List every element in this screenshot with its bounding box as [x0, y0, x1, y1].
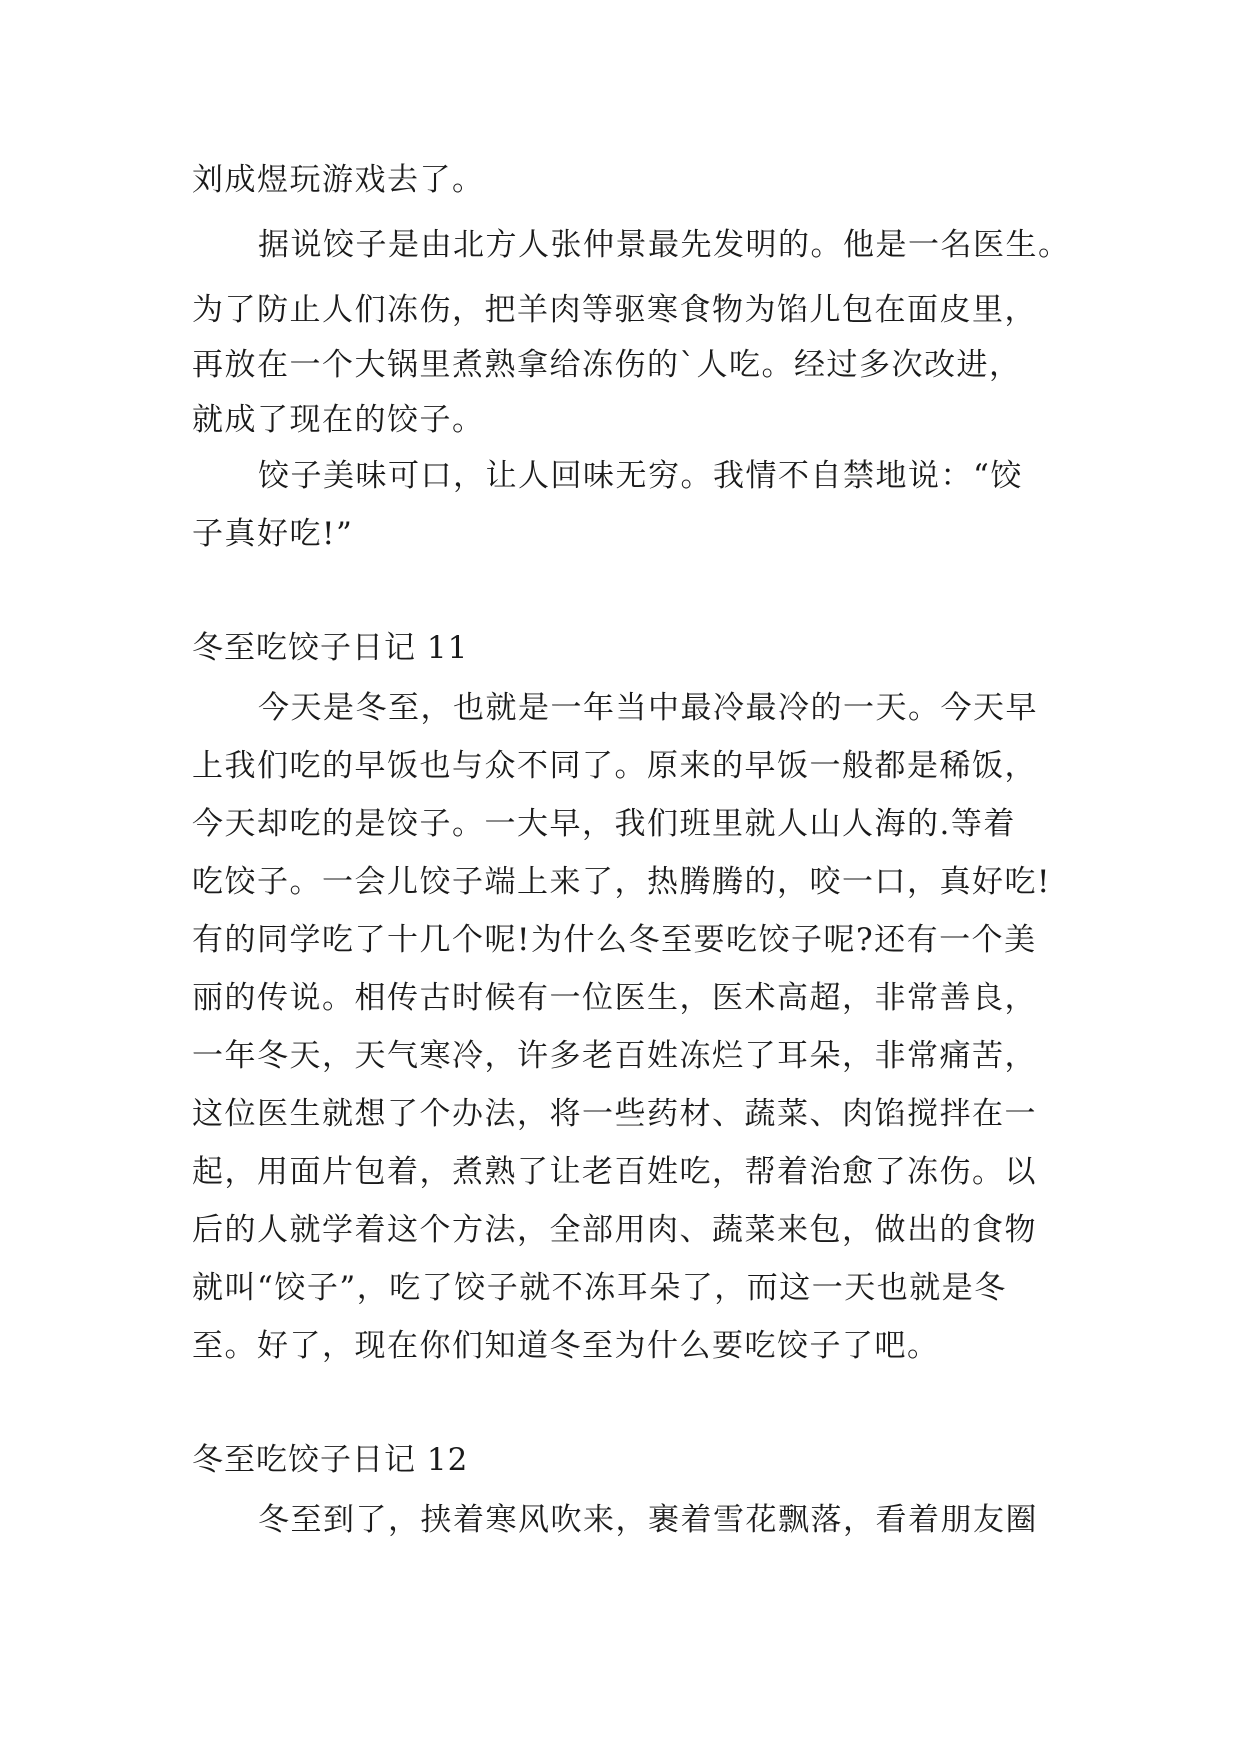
paragraph-line: 再放在一个大锅里煮熟拿给冻伤的`人吃。经过多次改进，: [192, 347, 1022, 383]
paragraph-line: 饺子美味可口，让人回味无穷。我情不自禁地说：“饺: [258, 458, 1023, 494]
paragraph-line: 这位医生就想了个办法，将一些药材、蔬菜、肉馅搅拌在一: [192, 1096, 1037, 1132]
section-heading: 冬至吃饺子日记 11: [192, 630, 469, 666]
paragraph-line: 上我们吃的早饭也与众不同了。原来的早饭一般都是稀饭，: [192, 748, 1037, 784]
paragraph-line: 今天却吃的是饺子。一大早，我们班里就人山人海的.等着: [192, 806, 1016, 842]
paragraph-line: 冬至到了，挟着寒风吹来，裹着雪花飘落，看着朋友圈: [258, 1502, 1038, 1538]
paragraph-line: 今天是冬至，也就是一年当中最冷最冷的一天。今天早: [258, 690, 1038, 726]
paragraph-line: 就叫“饺子”，吃了饺子就不冻耳朵了，而这一天也就是冬: [192, 1270, 1007, 1306]
paragraph-line: 为了防止人们冻伤，把羊肉等驱寒食物为馅儿包在面皮里，: [192, 292, 1037, 328]
paragraph-line: 吃饺子。一会儿饺子端上来了，热腾腾的，咬一口，真好吃!: [192, 864, 1051, 900]
paragraph-line: 刘成煜玩游戏去了。: [192, 162, 485, 198]
paragraph-line: 子真好吃!”: [192, 516, 354, 552]
paragraph-line: 丽的传说。相传古时候有一位医生，医术高超，非常善良，: [192, 980, 1037, 1016]
paragraph-line: 就成了现在的饺子。: [192, 402, 485, 438]
section-heading: 冬至吃饺子日记 12: [192, 1442, 469, 1478]
paragraph-line: 一年冬天，天气寒冷，许多老百姓冻烂了耳朵，非常痛苦，: [192, 1038, 1037, 1074]
paragraph-line: 有的同学吃了十几个呢!为什么冬至要吃饺子呢?还有一个美: [192, 922, 1037, 958]
paragraph-line: 据说饺子是由北方人张仲景最先发明的。他是一名医生。: [258, 227, 1071, 263]
paragraph-line: 后的人就学着这个方法，全部用肉、蔬菜来包，做出的食物: [192, 1212, 1037, 1248]
paragraph-line: 起，用面片包着，煮熟了让老百姓吃，帮着治愈了冻伤。以: [192, 1154, 1037, 1190]
paragraph-line: 至。好了，现在你们知道冬至为什么要吃饺子了吧。: [192, 1328, 940, 1364]
